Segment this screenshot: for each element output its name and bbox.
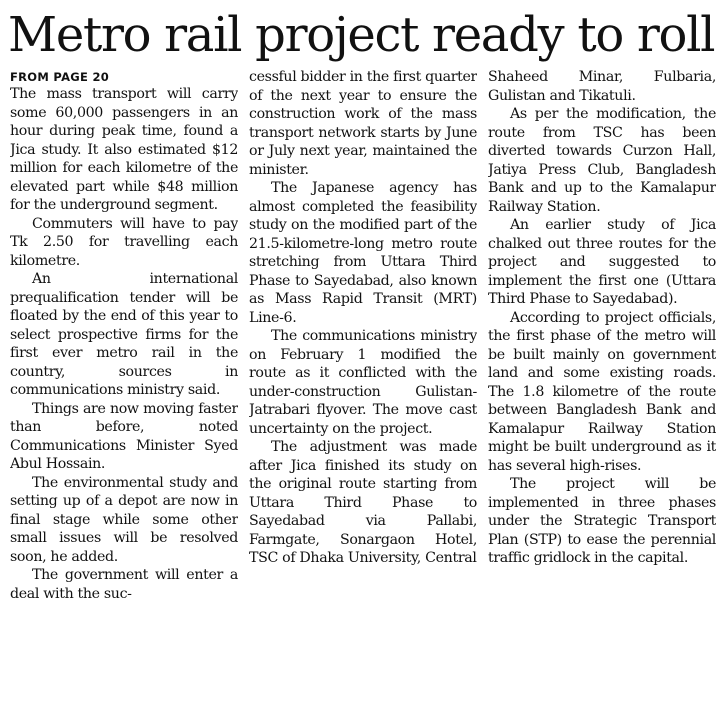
paragraph-continued: cessful bidder in the first quarter of the next year to ensure the construction work of the mass transport network starts by June or July next year, maintained the minister. <box>249 69 477 178</box>
headline: Metro rail project ready to roll <box>8 7 715 63</box>
paragraph: The mass transport will carry some 60,000 passengers in an hour during peak time, found a Jica study. It also estimated $12 million for each kilometre of the elevated part while $48 million for the underground segment. <box>10 86 238 213</box>
paragraph: As per the modification, the route from TSC has been diverted towards Curzon Hall, Jatiya Press Club, Bangladesh Bank and up to the Kamalapur Railway Station. <box>488 106 716 215</box>
paragraph-continued: Shaheed Minar, Fulbaria, Gulistan and Tikatuli. <box>488 69 716 104</box>
paragraph: The project will be implemented in three phases under the Strategic Transport Plan (STP) to ease the perennial traffic gridlock in the capital. <box>488 476 716 566</box>
continuation-label: FROM PAGE 20 <box>10 70 110 84</box>
paragraph: The Japanese agency has almost completed the feasibility study on the modified part of the 21.5-kilometre-long metro route stretching from Uttara Third Phase to Sayedabad, also known as Mass Rapid Transit (MRT) Line-6. <box>249 180 477 326</box>
paragraph: Commuters will have to pay Tk 2.50 for travelling each kilometre. <box>10 215 238 269</box>
paragraph: Things are now moving faster than before, noted Communications Minister Syed Abul Hossain. <box>10 400 238 472</box>
paragraph: According to project officials, the first phase of the metro will be built mainly on government land and some existing roads. The 1.8 kilometre of the route between Bangladesh Bank and Kamalapur Railway Station might be built underground as it has several high-rises. <box>488 309 716 474</box>
paragraph: The government will enter a deal with the suc- <box>10 567 238 602</box>
article-column-1 <box>10 68 238 714</box>
paragraph: An international prequalification tender will be floated by the end of this year to select prospective firms for the first ever metro rail in the country, sources in communications ministry said. <box>10 271 238 398</box>
paragraph: The environmental study and setting up of a depot are now in final stage while some other small issues will be resolved soon, he added. <box>10 474 238 565</box>
article-column-2 <box>249 68 477 714</box>
paragraph: An earlier study of Jica chalked out three routes for the project and suggested to implement the first one (Uttara Third Phase to Sayedabad). <box>488 217 716 307</box>
paragraph: The communications ministry on February 1 modified the route as it conflicted with the under-construction Gulistan-Jatrabari flyover. The move cast uncertainty on the project. <box>249 328 477 437</box>
article-column-3 <box>488 68 716 714</box>
paragraph: The adjustment was made after Jica finished its study on the original route starting from Uttara Third Phase to Sayedabad via Pallabi, Farmgate, Sonargaon Hotel, TSC of Dhaka University, Central <box>249 439 477 566</box>
